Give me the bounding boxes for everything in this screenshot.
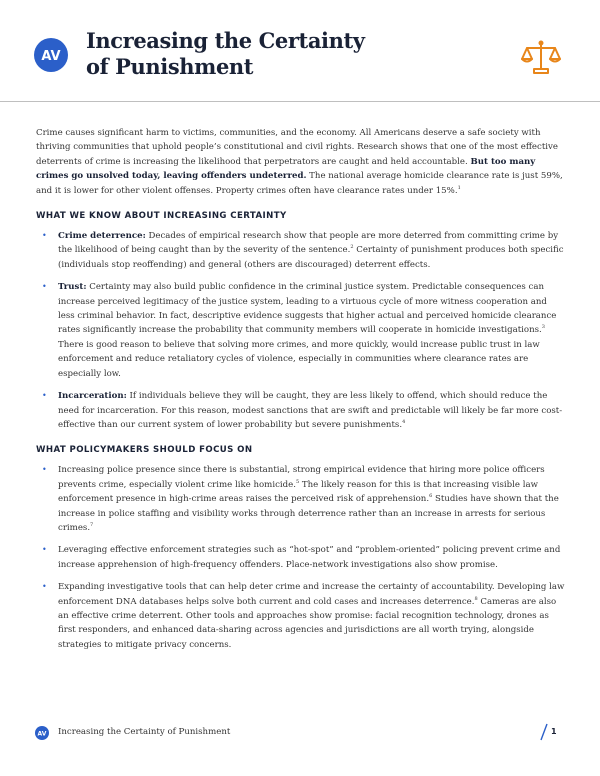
footnote-ref: 5 — [295, 478, 300, 485]
bullet-icon: • — [42, 545, 47, 555]
footnote-ref: 2 — [350, 244, 354, 251]
list-item: • Expanding investigative tools that can help deter crime and increase the certainty of accountability. Developing law enforcement DNA databases helps solve both current and cold cases and increases deterrence.$^8$ Cameras are also an effective crime deterrent. Other tools and approaches show promise: facial recognition technology, drones as first responders, and enhanced data-sharing across agencies and jurisdictions are all worth trying, alongside strategies to mitigate privacy concerns. — [42, 582, 565, 650]
av-logo-icon — [34, 38, 68, 72]
page-header — [0, 0, 600, 102]
bullet-icon: • — [42, 582, 47, 592]
list-item: • Crime deterrence: Decades of empirical research show that people are more deterred from committing crime by the likelihood of being caught than by the severity of the sentence.$^2$ Certainty of punishment produces both specific (individuals stop reoffending) and general (others are discouraged) deterrent effects. — [42, 231, 564, 270]
bullet-icon: • — [42, 231, 47, 241]
list-item: • Increasing police presence since there is substantial, strong empirical evidence that hiring more police officers prevents crime, especially violent crime like homicide.$^5$ The likely reason for this is that increasing visible law enforcement presence in high-crime areas raises the perceived risk of apprehension.$^6$ Studies have shown that the increase in police staffing and visibility works through deterrence rather than an increase in arrests for serious crimes.$^7$ — [42, 465, 559, 533]
list-item: • Incarceration: If individuals believe they will be caught, they are less likely to offend, which should reduce the need for incarceration. For this reason, modest sanctions that are swift and predictable will likely be far more cost-effective than our current system of lower probability but severe punishments.$^4$ — [42, 391, 563, 430]
av-logo-icon — [35, 726, 49, 740]
intro-emphasis: But too many crimes go unsolved today, leaving offenders undeterred. — [36, 156, 536, 182]
main-content — [36, 126, 566, 660]
svg-text:AV: AV — [41, 49, 61, 64]
bullet-icon: • — [42, 282, 47, 292]
list-item: • Leveraging effective enforcement strategies such as “hot-spot” and “problem-oriented” policing prevent crime and increase apprehension of high-frequency offenders. Place-network investigations also show promise. — [42, 545, 561, 570]
header-divider — [0, 101, 600, 102]
bullet-icon: • — [42, 391, 47, 401]
footnote-ref: 6 — [429, 493, 433, 500]
svg-text:AV: AV — [37, 730, 47, 738]
bullet-icon: • — [42, 465, 47, 475]
footnote-ref: 4 — [402, 419, 406, 426]
footnote-ref: 8 — [474, 595, 478, 602]
scales-of-justice-icon — [521, 40, 561, 76]
title-line-1: Increasing the Certainty — [86, 28, 365, 53]
footnote-ref: 7 — [90, 522, 94, 529]
policy-list — [36, 463, 566, 652]
section-heading-certainty: WHAT WE KNOW ABOUT INCREASING CERTAINTY — [36, 211, 287, 222]
page-number: 1 — [551, 727, 557, 736]
page-footer — [0, 716, 600, 756]
list-item: • Trust: Certainty may also build public confidence in the criminal justice system. Predictable consequences can increase perceived legitimacy of the justice system, leading to a virtuous cycle of more witness cooperation and less criminal behavior. In fact, descriptive evidence suggests that higher actual and perceived homicide clearance rates significantly increase the probability that community members will cooperate in homicide investigations.$^3$ There is good reason to believe that solving more crimes, and more quickly, would increase public trust in law enforcement and reduce retaliatory cycles of violence, especially in communities where clearance rates are especially low. — [42, 282, 557, 379]
footnote-ref: 3 — [541, 324, 545, 331]
slash-divider-icon — [539, 722, 549, 742]
intro-paragraph: Crime causes significant harm to victims, communities, and the economy. All Americans deserve a safe society with thriving communities that uphold people’s constitutional and civil rights. Research shows that one of the most effective deterrents of crime is increasing the likelihood that perpetrators are caught and held accountable. But too many crimes go unsolved today, leaving offenders undeterred. The national average homicide clearance rate is just 59%, and it is lower for other violent offenses. Property crimes often have clearance rates under 15%.$^1$ — [36, 128, 563, 196]
certainty-list — [36, 229, 566, 432]
title-line-2: of Punishment — [86, 54, 254, 79]
footnote-ref: 1 — [457, 184, 461, 191]
section-heading-policymakers: WHAT POLICYMAKERS SHOULD FOCUS ON — [36, 445, 253, 456]
page-title — [86, 28, 365, 80]
footer-title: Increasing the Certainty of Punishment — [58, 727, 231, 737]
